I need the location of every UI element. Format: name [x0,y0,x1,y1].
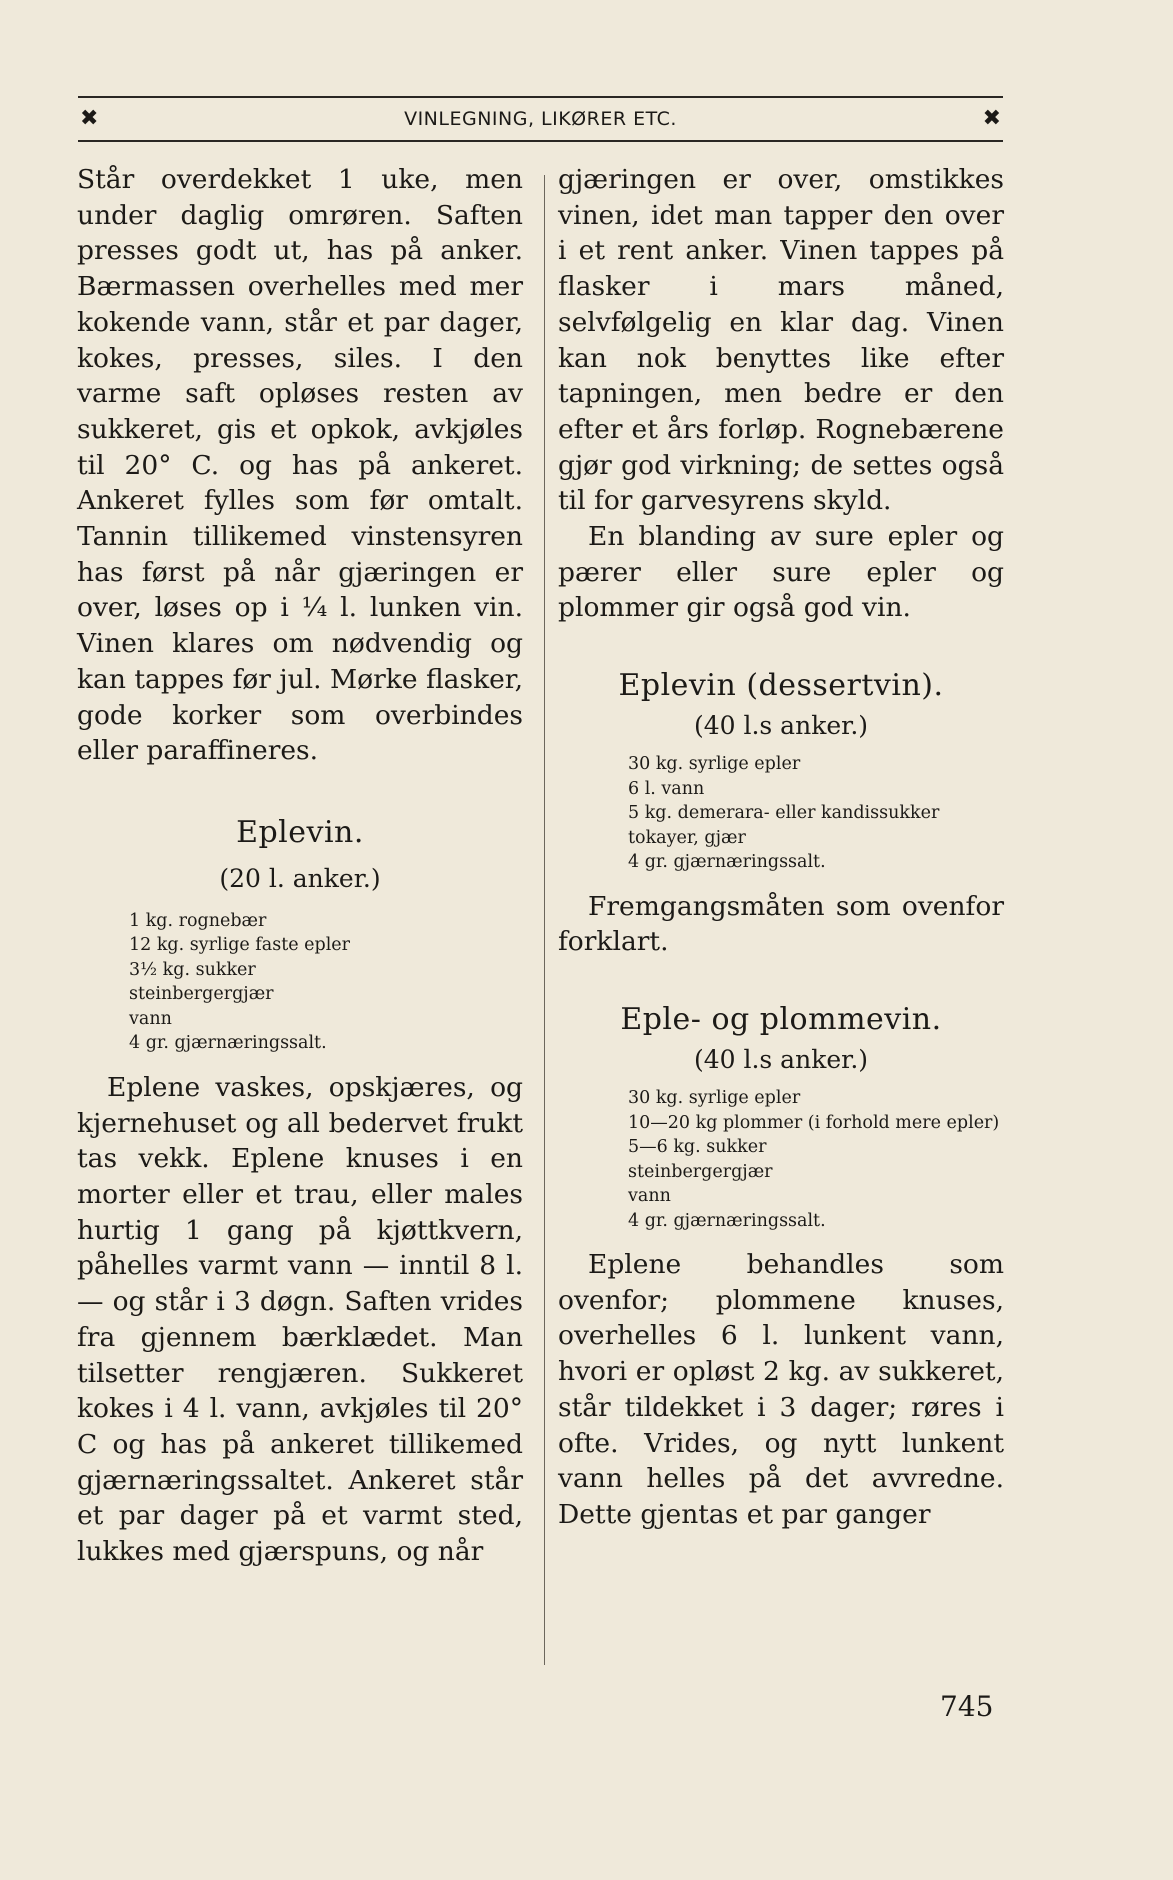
ingredient-item: 3½ kg. sukker [129,959,256,980]
method-note: Fremgangsmåten som ovenfor forklart. [558,890,1004,958]
method-paragraph-2: Eplene behandles som ovenfor; plommene knuses, overhelles 6 l. lunkent vann, hvori er opløst 2 kg. av sukkeret, står tildekket i 3 dager; røres i ofte. Vrides, og nytt lunkent vann helles på det avvredne. Dette gjentas et par ganger [558,1249,1004,1530]
ingredient-item: vann [129,1008,172,1029]
ingredient-item: 12 kg. syrlige faste epler [129,935,351,956]
recipe-title-plommevin: Eple- og plommevin. [620,1002,942,1038]
ingredient-item: 5 kg. demerara- eller kandissukker [628,803,940,824]
ingredient-list [77,909,523,1056]
blend-paragraph: En blanding av sure epler og pærer eller sure epler og plommer gir også god vin. [558,521,1004,624]
ingredient-item: tokayer, gjær [628,827,746,848]
ornament-right: ✖ [982,106,1001,131]
ingredient-item: steinbergergjær [628,1161,773,1182]
ingredient-item: 30 kg. syrlige epler [628,754,801,775]
header-title: VINLEGNING, LIKØRER ETC. [404,108,677,130]
intro-paragraph: Står overdekket 1 uke, men under daglig omrøren. Saften presses godt ut, has på anker. Bærmassen overhelles med mer kokende vann, står et par dager, kokes, presses, siles. I den varme saft opløses resten av sukkeret, gis et opkok, avkjøles til 20° C. og has på ankeret. Ankeret fylles som før omtalt. Tannin tillikemed vinstensyren has først på når gjæringen er over, løses op i ¼ l. lunken vin. Vinen klares om nødvendig og kan tappes før jul. Mørke flasker, gode korker som overbindes eller paraffineres. [77,164,523,767]
recipe-title-eplevin: Eplevin. [236,814,364,850]
ingredient-item: 6 l. vann [628,778,705,799]
column-divider [544,175,545,1665]
page-number: 745 [940,1690,994,1723]
ingredient-list-2 [558,752,1004,875]
recipe-subtitle: (20 l. anker.) [219,863,381,893]
recipe2-subtitle: (40 l.s anker.) [693,711,869,741]
ingredient-item: 5—6 kg. sukker [628,1137,767,1158]
ingredient-item: 4 gr. gjærnæringssalt. [628,852,826,873]
left-column [77,162,523,1570]
ingredient-item: 4 gr. gjærnæringssalt. [129,1033,327,1054]
ingredient-item: 1 kg. rognebær [129,910,267,931]
ingredient-item: 10—20 kg plommer (i forhold mere epler) [628,1112,1000,1133]
ingredient-item: 4 gr. gjærnæringssalt. [628,1210,826,1231]
ingredient-item: vann [628,1186,671,1207]
running-header [78,96,1003,142]
continued-paragraph: gjæringen er over, omstikkes vinen, idet man tapper den over i et rent anker. Vinen tappes på flasker i mars måned, selvfølgelig en klar dag. Vinen kan nok benyttes like efter tapningen, men bedre er den efter et års forløp. Rognebærene gjør god virkning; de settes også til for garvesyrens skyld. [558,164,1004,517]
ingredient-item: steinbergergjær [129,984,274,1005]
method-paragraph: Eplene vaskes, opskjæres, og kjernehuset og all bedervet frukt tas vekk. Eplene knuses i en morter eller et trau, eller males hurtig 1 gang på kjøttkvern, påhelles varmt vann — inntil 8 l. — og står i 3 døgn. Saften vrides fra gjennem bærklædet. Man tilsetter rengjæren. Sukkeret kokes i 4 l. vann, avkjøles til 20° C og has på ankeret tillikemed gjærnæringssaltet. Ankeret står et par dager på et varmt sted, lukkes med gjærspuns, og når [77,1071,523,1568]
ingredient-list-3 [558,1086,1004,1233]
recipe3-subtitle: (40 l.s anker.) [693,1045,869,1075]
ornament-left: ✖ [80,106,99,131]
recipe-title-dessertvin: Eplevin (dessertvin). [618,668,944,704]
right-column [558,162,1004,1533]
ingredient-item: 30 kg. syrlige epler [628,1088,801,1109]
